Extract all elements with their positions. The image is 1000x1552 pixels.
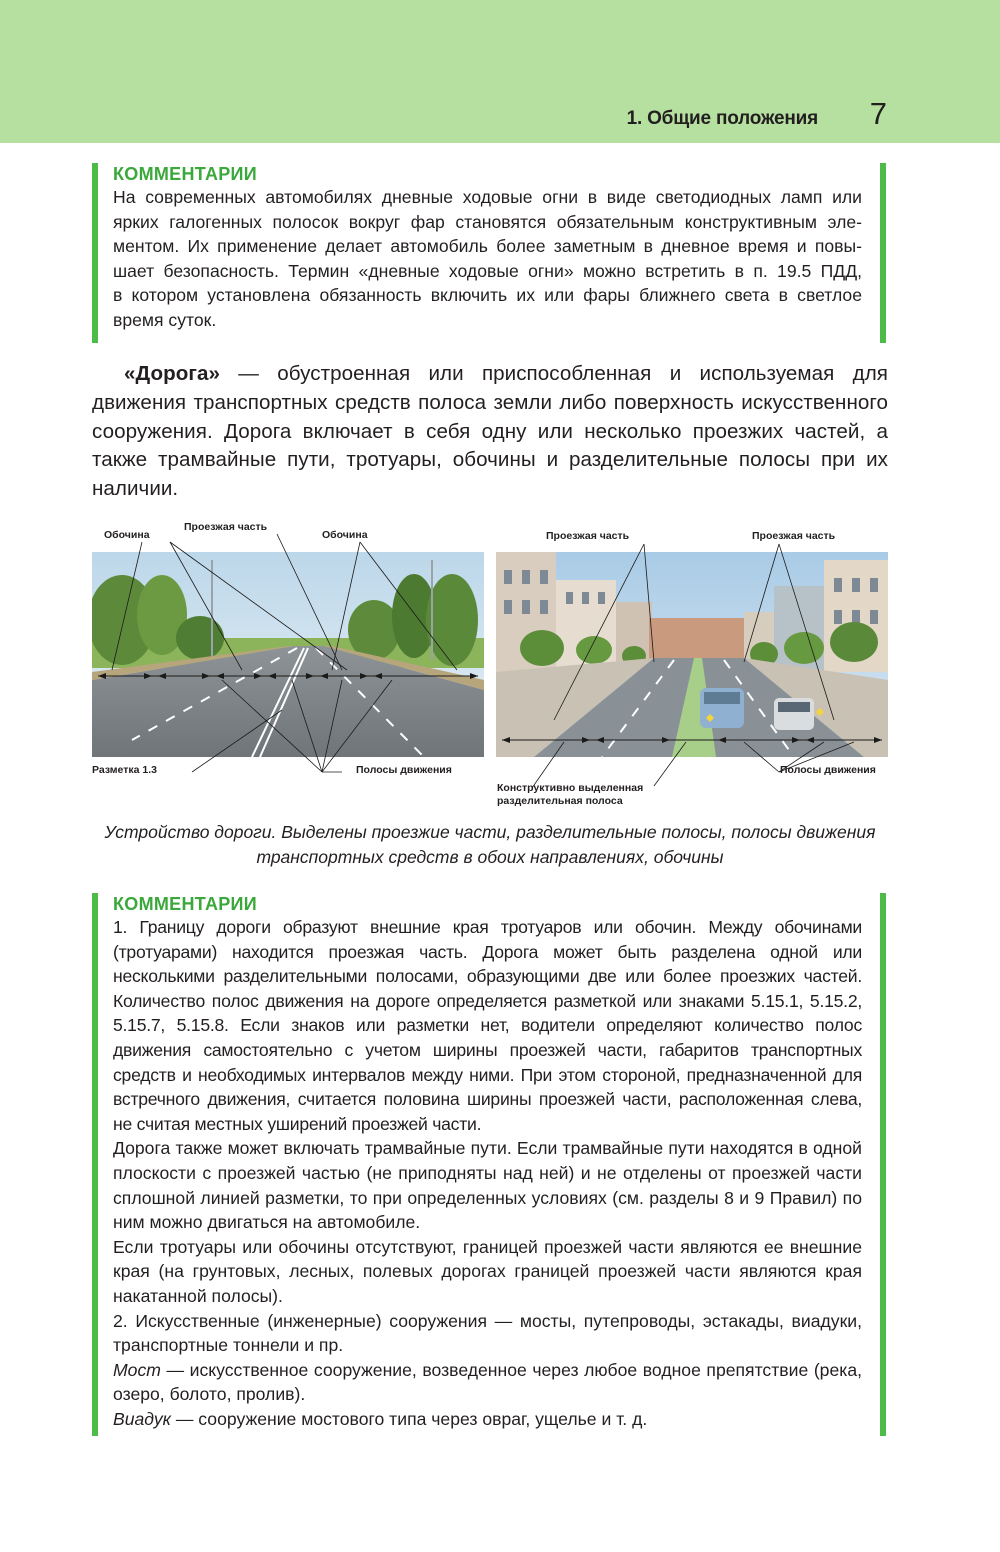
comment-title: КОММЕНТАРИИ <box>113 894 258 914</box>
page-number: 7 <box>869 96 887 131</box>
label-carriageway-left: Проезжая часть <box>546 530 630 542</box>
label-shoulder-left: Обочина <box>104 529 150 541</box>
label-marking: Разметка 1.3 <box>92 764 158 776</box>
term-viaduct: Виадук <box>113 1408 171 1429</box>
figure-caption <box>92 820 888 870</box>
comment-paragraph: 1. Границу дороги образуют внешние края тротуаров или обочин. Между обочинами (тротуарами) находится проезжая часть. Дорога может быть разделена одной или несколькими разделительными полосами, образующими две или более проезжих частей. Количество полос движения на дороге определяется разметкой или знаками 5.15.1, 5.15.2, 5.15.7, 5.15.8. Если знаков или разметки нет, водители определяют количество полос движения самостоятельно с учетом ширины проезжей части, габаритов транспортных средств и необходимых интервалов между ними. При этом стороной, предназначенной для встречного движения, считается половина ширины проезжей части, расположенная слева, не считая местных уширений проезжей части. <box>113 917 862 1134</box>
comment-line: ярких галогенных полосок вокруг фар становятся обязательным конструктивным эле- <box>113 211 862 232</box>
comment-paragraph: Дорога также может включать трамвайные пути. Если трамвайные пути находятся в одной плоскости с проезжей частью (не приподняты над ней) и не отделены от проезжей части сплошной линией разметки, то при определенных условиях (см. разделы 8 и 9 Правил) по ним можно двигаться на автомобиле. <box>113 1138 862 1233</box>
chapter-title: 1. Общие положения <box>626 108 818 129</box>
viaduct-definition: — сооружение мостового типа через овраг, ущелье и т. д. <box>170 1408 648 1429</box>
definition-text: — обустроенная или приспособленная и используемая для движения транспортных средств полоса земли либо поверхность искусственного сооружения. Дорога включает в себя одну или несколько проезжих частей, а также трамвайные пути, тротуары, обочины и разделительные полосы при их наличии. <box>92 362 888 501</box>
comment-paragraph <box>113 1358 862 1407</box>
label-shoulder-right: Обочина <box>322 529 368 541</box>
comment-paragraph <box>113 1407 862 1432</box>
comment-line: время суток. <box>113 309 217 330</box>
label-carriageway: Проезжая часть <box>184 521 268 533</box>
rural-road-illustration <box>92 520 484 785</box>
comment-line: На современных автомобилях дневные ходовые огни в виде светодиодных ламп или <box>113 187 862 207</box>
comment-paragraph: 2. Искусственные (инженерные) сооружения — мосты, путепроводы, эстакады, виадуки, транспортные тоннели и пр. <box>113 1310 862 1356</box>
definition-paragraph <box>92 360 888 504</box>
comment-box-2 <box>92 893 886 1436</box>
comment-title: КОММЕНТАРИИ <box>113 164 258 184</box>
figure-city-road <box>494 520 890 810</box>
label-median-line1: Конструктивно выделенная <box>497 782 644 794</box>
label-lanes: Полосы движения <box>356 764 452 776</box>
caption-line-1: Устройство дороги. Выделены проезжие части, разделительные полосы, полосы движения <box>104 822 876 842</box>
comment-box-1 <box>92 163 886 343</box>
comment-line: ментом. Их применение делает автомобиль более заметным в дневное время и повы- <box>113 236 862 257</box>
bridge-definition: — искусственное сооружение, возведенное через любое водное препятствие (река, озеро, болото, пролив). <box>113 1359 862 1405</box>
figure-rural-road <box>92 520 484 785</box>
label-lanes: Полосы движения <box>780 764 876 776</box>
term-bridge: Мост <box>113 1359 161 1380</box>
comment-paragraph: Если тротуары или обочины отсутствуют, границей проезжей части являются ее внешние края (на грунтовых, лесных, полевых дорогах границей проезжей части являются края накатанной полосы). <box>113 1236 862 1306</box>
comment-line: в котором установлена обязанность включить их или фары ближнего света в светлое <box>113 285 862 306</box>
label-median-line2: разделительная полоса <box>497 795 623 807</box>
defined-term: «Дорога» <box>124 362 220 385</box>
label-carriageway-right: Проезжая часть <box>752 530 836 542</box>
comment-line: шает безопасность. Термин «дневные ходовые огни» можно встретить в п. 19.5 ПДД, <box>113 260 862 281</box>
caption-line-2: транспортных средств в обоих направлениях, обочины <box>256 847 724 867</box>
header-band <box>0 0 1000 143</box>
